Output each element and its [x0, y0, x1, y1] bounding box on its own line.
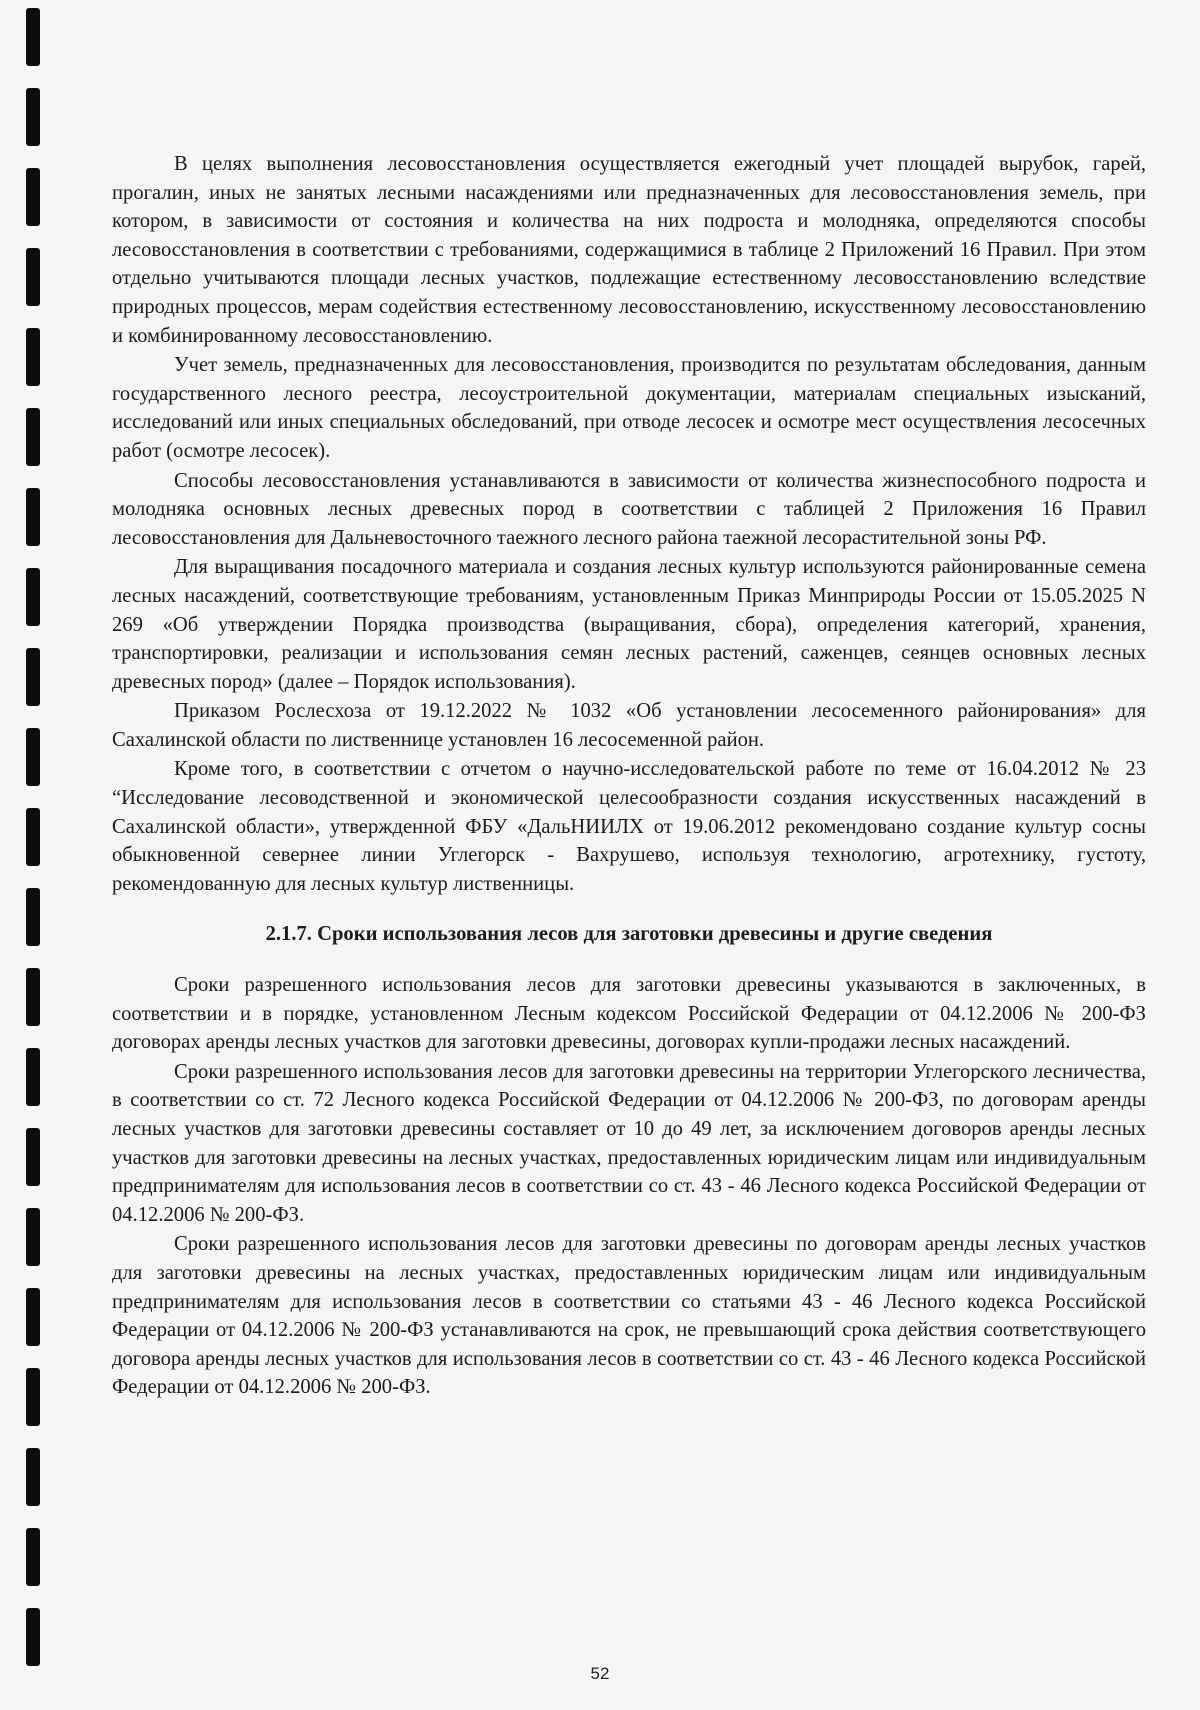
- binding-hole: [26, 488, 40, 546]
- paragraph-9: Сроки разрешенного использования лесов для заготовки древесины по договорам аренды лесных участков для заготовки древесины на лесных участках, предоставленных юридическим лицам или индивидуальным предпринимателям для использования лесов в соответствии со статьями 43 - 46 Лесного кодекса Российской Федерации от 04.12.2006 № 200-ФЗ устанавливаются на срок, не превышающий срока действия соответствующего договора аренды лесных участков для использования лесов в соответствии со ст. 43 - 46 Лесного кодекса Российской Федерации от 04.12.2006 № 200-ФЗ.: [112, 1233, 1146, 1399]
- paragraph-2: Учет земель, предназначенных для лесовосстановления, производится по результатам обследования, данным государственного лесного реестра, лесоустроительной документации, материалам специальных изысканий, исследований или иных специальных обследований, при отводе лесосек и осмотре мест осуществления лесосечных работ (осмотре лесосек).: [112, 354, 1146, 462]
- binding-hole: [26, 1608, 40, 1666]
- binding-hole: [26, 88, 40, 146]
- binding-hole: [26, 1128, 40, 1186]
- binding-hole: [26, 168, 40, 226]
- paragraph-6: Кроме того, в соответствии с отчетом о научно-исследовательской работе по теме от 16.04.2012 № 23 “Исследование лесоводственной и экономической целесообразности создания искусственных насаждений в Сахалинской области», утвержденной ФБУ «ДальНИИЛХ от 19.06.2012 рекомендовано создание культур сосны обыкновенной севернее линии Углегорск - Вахрушево, используя технологию, агротехнику, густоту, рекомендованную для лесных культур лиственницы.: [112, 758, 1146, 895]
- paragraph-8: Сроки разрешенного использования лесов для заготовки древесины на территории Углегорского лесничества, в соответствии со ст. 72 Лесного кодекса Российской Федерации от 04.12.2006 № 200-ФЗ, по договорам аренды лесных участков для заготовки древесины составляет от 10 до 49 лет, за исключением договоров аренды лесных участков для заготовки древесины на лесных участках, предоставленных юридическим лицам или индивидуальным предпринимателям для использования лесов в соответствии со ст. 43 - 46 Лесного кодекса Российской Федерации от 04.12.2006 № 200-ФЗ.: [112, 1060, 1146, 1226]
- binding-hole: [26, 1528, 40, 1586]
- page-number: 52: [590, 1664, 610, 1683]
- binding-hole: [26, 408, 40, 466]
- binding-hole: [26, 328, 40, 386]
- binding-hole: [26, 808, 40, 866]
- binding-hole: [26, 1368, 40, 1426]
- paragraph-1: В целях выполнения лесовосстановления осуществляется ежегодный учет площадей вырубок, гарей, прогалин, иных не занятых лесными насаждениями или предназначенных для лесовосстановления земель, при котором, в зависимости от состояния и количества на них подроста и молодняка, определяются способы лесовосстановления в соответствии с требованиями, содержащимися в таблице 2 Приложений 16 Правил. При этом отдельно учитываются площади лесных участков, подлежащие естественному лесовосстановлению вследствие природных процессов, мерам содействия естественному лесовосстановлению, искусственному лесовосстановлению и комбинированному лесовосстановлению.: [112, 153, 1146, 347]
- binding-hole: [26, 728, 40, 786]
- paragraph-3: Способы лесовосстановления устанавливаются в зависимости от количества жизнеспособного подроста и молодняка основных лесных древесных пород в соответствии с таблицей 2 Приложения 16 Правил лесовосстановления для Дальневосточного таежного лесного района таежной лесорастительной зоны РФ.: [112, 469, 1146, 549]
- paragraph-7: Сроки разрешенного использования лесов для заготовки древесины указываются в заключенных, в соответствии и в порядке, установленном Лесным кодексом Российской Федерации от 04.12.2006 № 200-ФЗ договорах аренды лесных участков для заготовки древесины, договорах купли-продажи лесных насаждений.: [112, 974, 1146, 1054]
- binding-hole: [26, 968, 40, 1026]
- binding-hole: [26, 1288, 40, 1346]
- binding-hole: [26, 648, 40, 706]
- binding-hole: [26, 1448, 40, 1506]
- paragraph-4: Для выращивания посадочного материала и создания лесных культур используются районированные семена лесных насаждений, соответствующие требованиям, установленным Приказ Минприроды России от 15.05.2025 N 269 «Об утверждении Порядка производства (выращивания, сбора), определения категорий, хранения, транспортировки, реализации и использования семян лесных растений, саженцев, сеянцев основных лесных древесных пород» (далее – Порядок использования).: [112, 556, 1146, 693]
- paragraph-5: Приказом Рослесхоза от 19.12.2022 № 1032 «Об установлении лесосеменного районирования» для Сахалинской области по лиственнице установлен 16 лесосеменной район.: [112, 700, 1146, 751]
- binding-hole: [26, 1048, 40, 1106]
- binding-hole: [26, 8, 40, 66]
- binding-holes: [20, 0, 46, 1710]
- binding-hole: [26, 568, 40, 626]
- binding-hole: [26, 1208, 40, 1266]
- page-content: [112, 150, 1146, 1403]
- binding-hole: [26, 248, 40, 306]
- binding-hole: [26, 888, 40, 946]
- section-heading: 2.1.7. Сроки использования лесов для заготовки древесины и другие сведения: [265, 923, 993, 946]
